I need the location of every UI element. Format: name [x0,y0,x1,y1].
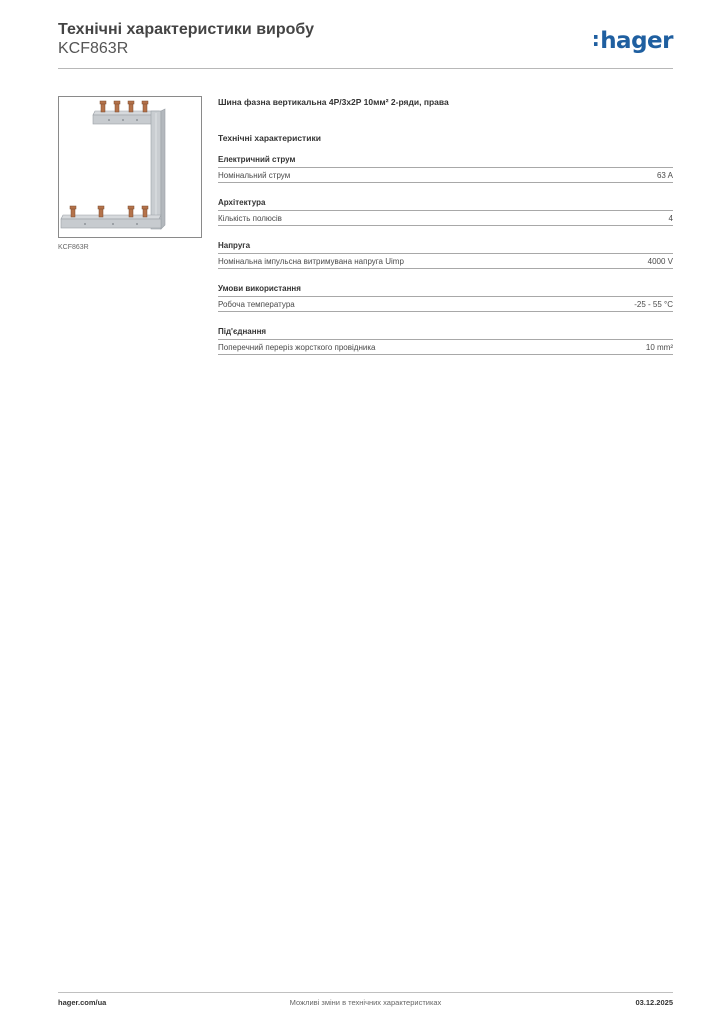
product-name: Шина фазна вертикальна 4P/3x2P 10мм² 2-ряди, права [218,97,449,107]
spec-group-title: Під'єднання [218,326,673,340]
spec-group-title: Напруга [218,240,673,254]
spec-label: Кількість полюсів [218,214,282,223]
footer-date: 03.12.2025 [635,998,673,1007]
spec-row [218,211,673,226]
spec-group [218,240,673,269]
spec-groups [218,154,673,355]
spec-row [218,168,673,183]
document-title: Технічні характеристики виробу [58,21,314,38]
header-divider [58,68,673,69]
spec-value: 4000 V [647,257,673,266]
footer-website[interactable]: hager.com/ua [58,998,107,1007]
spec-group [218,283,673,312]
spec-group-title: Електричний струм [218,154,673,168]
spec-group-title: Архітектура [218,197,673,211]
spec-label: Номінальна імпульсна витримувана напруга Uimp [218,257,404,266]
footer-divider [58,992,673,993]
footer-note: Можливі зміни в технічних характеристиках [289,998,442,1007]
spec-label: Номінальний струм [218,171,291,180]
busbar-illustration [59,97,201,237]
spec-group [218,197,673,226]
spec-label: Поперечний переріз жорсткого провідника [218,343,376,352]
product-image-caption: KCF863R [58,244,89,251]
product-code: KCF863R [58,40,129,57]
page-header [58,20,673,70]
spec-group [218,326,673,355]
specs-section-title: Технічні характеристики [218,133,321,143]
logo-text: hager [600,28,673,54]
spec-row [218,297,673,312]
spec-value: 63 A [656,171,673,180]
spec-group [218,154,673,183]
spec-value: 10 mm² [645,343,673,352]
spec-row [218,340,673,355]
spec-label: Робоча температура [218,300,295,309]
spec-value: 4 [668,214,673,223]
product-image [58,96,202,238]
spec-content [218,96,673,355]
page-footer [58,998,673,1010]
spec-group-title: Умови використання [218,283,673,297]
spec-value: -25 - 55 °C [634,300,673,309]
hager-logo: :hager [591,27,673,54]
spec-row [218,254,673,269]
